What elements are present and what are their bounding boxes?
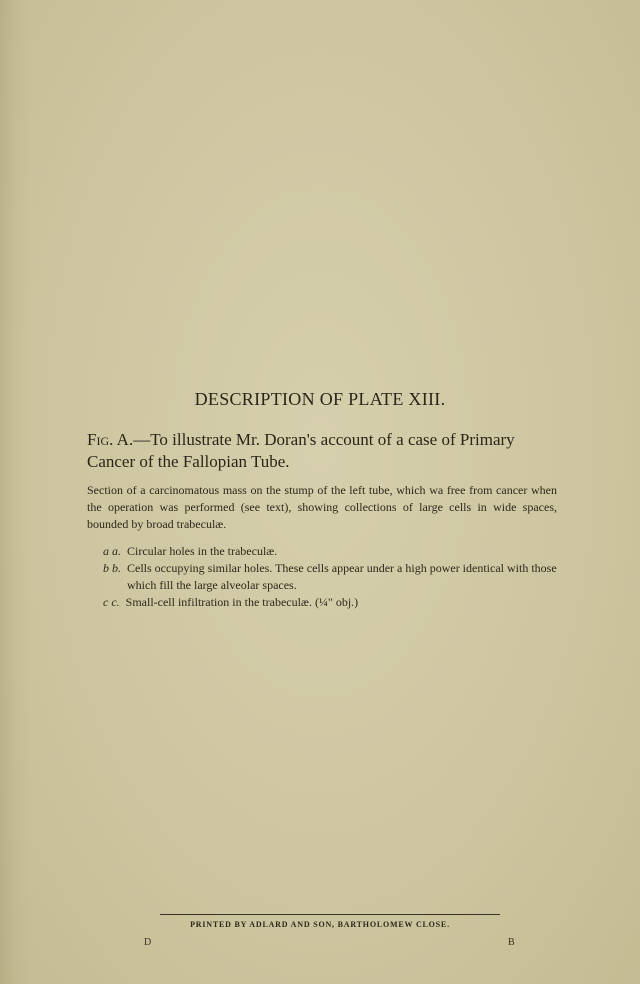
legend-key: a a.: [103, 544, 121, 558]
plate-title: DESCRIPTION OF PLATE XIII.: [194, 389, 446, 409]
figure-caption-text: —To illustrate Mr. Doran's account of a case of Primary Cancer of the Fallopian Tube.: [87, 430, 515, 471]
legend-description: Circular holes in the trabeculæ.: [127, 544, 278, 558]
figure-caption: [87, 429, 557, 473]
figure-label: Fig. A.: [87, 430, 134, 449]
section-description: Section of a carcinomatous mass on the stump of the left tube, which wa free from cancer when the operation was performed (see text), showing collections of large cells in wide spaces, bounded by broad trabeculæ.: [87, 483, 557, 531]
legend-description: Cells occupying similar holes. These cells appear under a high power identical with those which fill the large alveolar spaces.: [127, 561, 557, 592]
signature-mark-left: D: [144, 937, 152, 948]
legend-list: [103, 543, 559, 611]
legend-item: [103, 543, 559, 560]
legend-item: [103, 560, 559, 594]
legend-key: c c.: [103, 595, 120, 609]
legend-key: b b.: [103, 561, 121, 575]
printer-divider: [160, 914, 500, 915]
legend-description: Small-cell infiltration in the trabeculæ. (¼" obj.): [125, 595, 359, 609]
signature-mark-right: B: [508, 937, 515, 948]
printer-imprint: PRINTED BY ADLARD AND SON, BARTHOLOMEW CLOSE.: [190, 920, 450, 929]
legend-item: [103, 594, 559, 611]
